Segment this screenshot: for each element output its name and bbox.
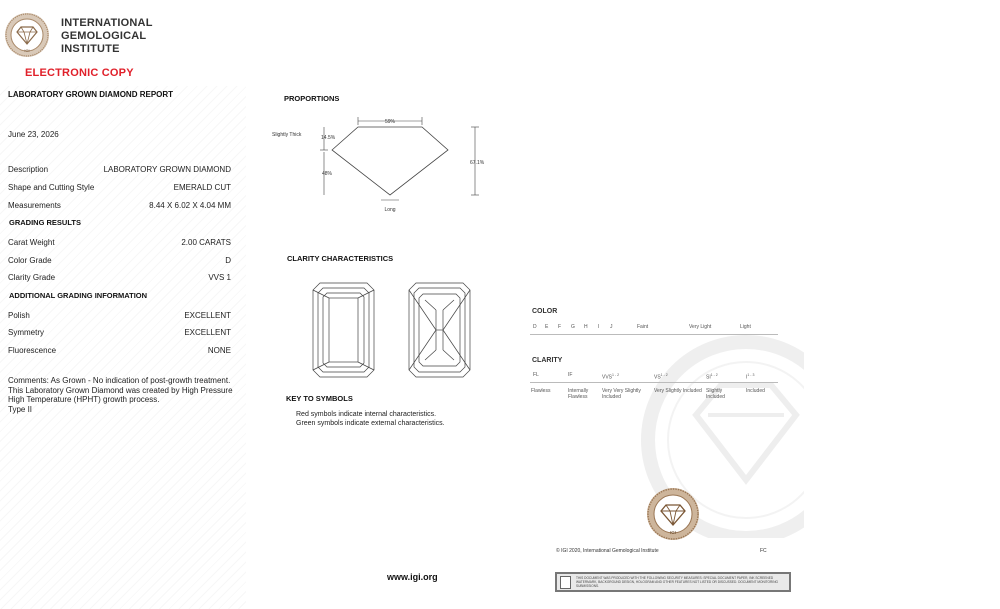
color-grade-d: D bbox=[533, 324, 537, 330]
clarity-code-if: IF bbox=[568, 372, 573, 378]
additional-row-polish bbox=[8, 311, 231, 320]
table-percent: 59% bbox=[384, 119, 396, 125]
pavilion-percent: 48% bbox=[322, 171, 333, 177]
detail-value: 8.44 X 6.02 X 4.04 MM bbox=[149, 201, 231, 210]
detail-value: LABORATORY GROWN DIAMOND bbox=[103, 165, 231, 174]
comment-line: This Laboratory Grown Diamond was created by High Pressure High Temperature (HPHT) growth process. bbox=[8, 385, 235, 404]
grading-results-heading: GRADING RESULTS bbox=[9, 218, 81, 227]
color-light: Light bbox=[740, 324, 751, 330]
pavilion-view-plot bbox=[409, 283, 470, 377]
security-features-text: THIS DOCUMENT WAS PRODUCED WITH THE FOLLOWING SECURITY MEASURES: SPECIAL DOCUMENT PAPER, INK SCREENED WATERMARK, BACKGROUND DESIGN, HOLOGRAM AND OTHER FEATURES NOT LISTED OR DISCUSSED. DOCUMENT MONITORING SUBMISSIONS. bbox=[576, 576, 779, 588]
grading-value: 2.00 CARATS bbox=[181, 238, 231, 247]
org-name-line2: GEMOLOGICAL bbox=[61, 30, 147, 42]
color-grade-j: J bbox=[610, 324, 613, 330]
additional-value: EXCELLENT bbox=[184, 328, 231, 337]
additional-info-heading: ADDITIONAL GRADING INFORMATION bbox=[9, 291, 148, 300]
comment-line: Comments: As Grown - No indication of post-growth treatment. bbox=[8, 376, 231, 385]
comments-block bbox=[8, 376, 240, 414]
grading-label: Clarity Grade bbox=[8, 273, 56, 282]
key-red-symbols: Red symbols indicate internal characteristics. bbox=[296, 411, 437, 418]
proportions-heading: PROPORTIONS bbox=[284, 94, 340, 103]
additional-value: NONE bbox=[207, 346, 231, 355]
grading-label: Color Grade bbox=[8, 256, 52, 265]
clarity-desc-vvs: Very Very Slightly Included bbox=[602, 388, 641, 400]
clarity-plot-diagrams bbox=[310, 280, 480, 380]
color-scale-line bbox=[530, 334, 778, 335]
additional-value: EXCELLENT bbox=[184, 311, 231, 320]
color-grade-f: F bbox=[558, 324, 562, 330]
detail-row-shape bbox=[8, 183, 231, 192]
key-to-symbols-text bbox=[296, 410, 445, 428]
additional-label: Fluorescence bbox=[8, 346, 57, 355]
clarity-code-i: $I^{1 - 3}$ bbox=[746, 373, 755, 381]
grading-value: VVS 1 bbox=[208, 273, 231, 282]
color-faint: Faint bbox=[637, 324, 649, 330]
grading-label: Carat Weight bbox=[8, 238, 55, 247]
electronic-copy-label: ELECTRONIC COPY bbox=[25, 67, 134, 79]
clarity-scale-line bbox=[530, 382, 778, 383]
key-green-symbols: Green symbols indicate external characteristics. bbox=[296, 420, 445, 427]
additional-label: Symmetry bbox=[8, 328, 44, 337]
clarity-code-vvs: VVS$^{1 - 2}$ bbox=[602, 373, 620, 381]
clarity-code-fl: FL bbox=[533, 372, 539, 378]
color-scale-heading: COLOR bbox=[532, 308, 558, 315]
clarity-desc-si: Slightly Included bbox=[706, 388, 725, 400]
color-grade-i: I bbox=[598, 324, 600, 330]
detail-label: Description bbox=[8, 165, 49, 174]
igi-seal-logo bbox=[4, 12, 50, 58]
culet-label: Long bbox=[384, 207, 396, 213]
document-icon bbox=[560, 576, 571, 589]
proportions-diagram bbox=[270, 112, 510, 220]
detail-label: Shape and Cutting Style bbox=[8, 183, 95, 192]
additional-label: Polish bbox=[8, 311, 30, 320]
form-code: FC bbox=[760, 548, 767, 554]
girdle-label: Slightly Thick bbox=[272, 132, 302, 138]
org-name-line1: INTERNATIONAL bbox=[61, 17, 153, 29]
clarity-characteristics-heading: CLARITY CHARACTERISTICS bbox=[287, 254, 394, 263]
svg-text:IGI: IGI bbox=[669, 530, 677, 535]
clarity-scale-heading: CLARITY bbox=[532, 357, 563, 364]
additional-row-symmetry bbox=[8, 328, 231, 337]
detail-row-measurements bbox=[8, 201, 231, 210]
color-grade-g: G bbox=[571, 324, 575, 330]
igi-seal-stamp bbox=[646, 487, 700, 541]
clarity-code-vs: VS$^{1 - 2}$ bbox=[654, 373, 668, 381]
color-grade-h: H bbox=[584, 324, 588, 330]
grading-value: D bbox=[225, 256, 231, 265]
clarity-desc-included: Included bbox=[746, 388, 765, 394]
report-date: June 23, 2026 bbox=[8, 130, 59, 139]
color-very-light: Very Light bbox=[689, 324, 712, 330]
clarity-desc-vs: Very Slightly Included bbox=[654, 388, 702, 394]
key-to-symbols-heading: KEY TO SYMBOLS bbox=[286, 394, 353, 403]
depth-percent: 67.1% bbox=[470, 160, 485, 166]
clarity-desc-flawless: Flawless bbox=[531, 388, 551, 394]
clarity-desc-internally-flawless: Internally Flawless bbox=[568, 388, 589, 400]
additional-row-fluorescence bbox=[8, 346, 231, 355]
grading-row-color bbox=[8, 256, 231, 265]
security-features-box bbox=[555, 572, 791, 592]
website-link[interactable]: www.igi.org bbox=[387, 572, 438, 582]
report-title: LABORATORY GROWN DIAMOND REPORT bbox=[8, 90, 174, 99]
clarity-code-si: SI$^{1 - 2}$ bbox=[706, 373, 718, 381]
comment-line: Type II bbox=[8, 404, 33, 414]
svg-text:IGI: IGI bbox=[24, 48, 30, 53]
org-name-line3: INSTITUTE bbox=[61, 43, 120, 55]
crown-view-plot bbox=[313, 283, 374, 377]
grading-row-carat bbox=[8, 238, 231, 247]
org-name bbox=[61, 17, 153, 56]
crown-percent: 14.5% bbox=[321, 135, 336, 141]
grading-row-clarity bbox=[8, 273, 231, 282]
detail-value: EMERALD CUT bbox=[173, 183, 231, 192]
copyright-text: © IGI 2020, International Gemological Institute bbox=[556, 548, 659, 554]
detail-row-description bbox=[8, 165, 231, 174]
detail-label: Measurements bbox=[8, 201, 61, 210]
color-grade-e: E bbox=[545, 324, 549, 330]
